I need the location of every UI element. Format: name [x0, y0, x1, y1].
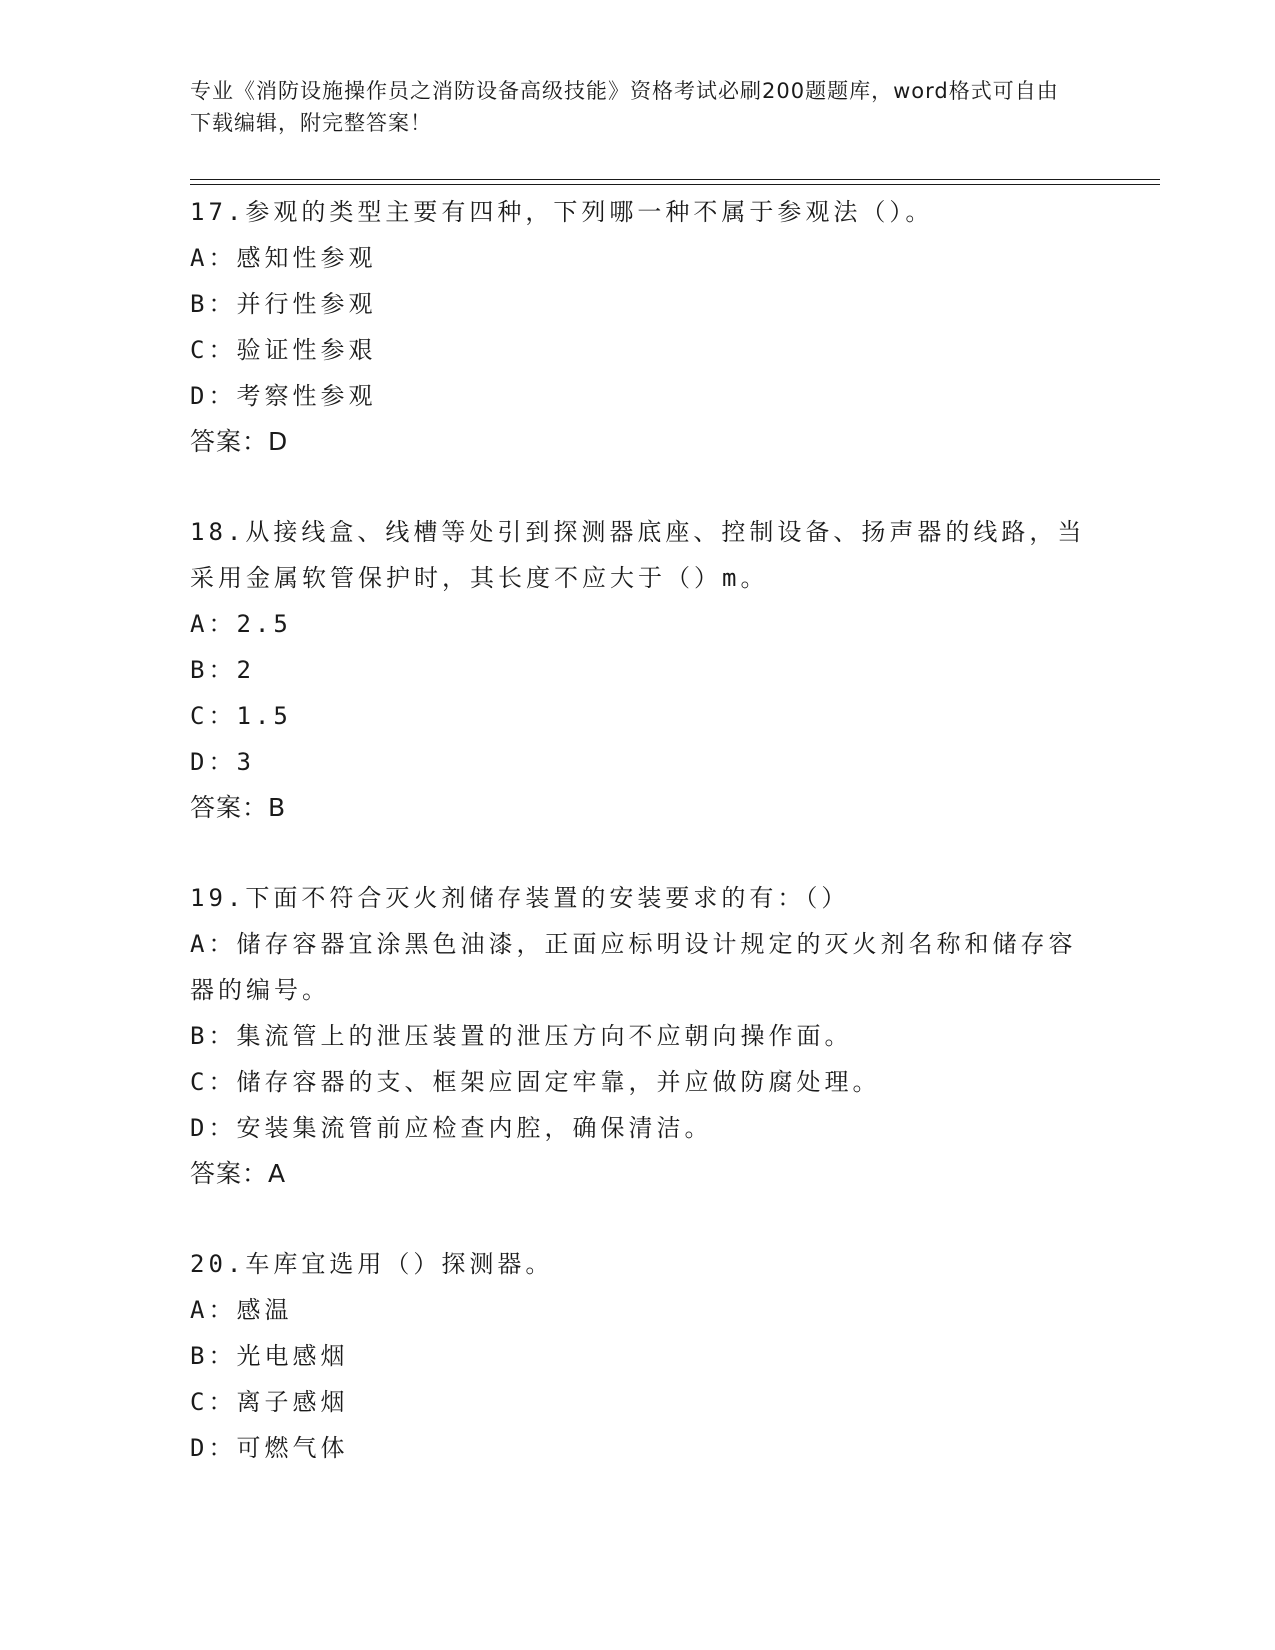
option-d: D：安装集流管前应检查内腔，确保清洁。: [190, 1114, 713, 1142]
question-18: [190, 509, 1090, 831]
answer-text: 答案：D: [190, 427, 289, 456]
question-17: [190, 189, 1090, 465]
option-c: C：储存容器的支、框架应固定牢靠，并应做防腐处理。: [190, 1068, 881, 1096]
option-a: A：储存容器宜涂黑色油漆，正面应标明设计规定的灭火剂名称和储存容器的编号。: [190, 930, 1077, 1004]
question-list: [190, 189, 1090, 1471]
question-stem: 20.车库宜选用（）探测器。: [190, 1250, 554, 1278]
question-20: [190, 1241, 1090, 1471]
option-d: D：3: [190, 748, 255, 776]
option-d: D：考察性参观: [190, 382, 377, 410]
option-b: B：2: [190, 656, 255, 684]
header-divider-bottom: [190, 184, 1160, 185]
header-divider-top: [190, 179, 1160, 180]
option-b: B：光电感烟: [190, 1342, 349, 1370]
answer-text: 答案：B: [190, 793, 287, 822]
question-stem: 18.从接线盒、线槽等处引到探测器底座、控制设备、扬声器的线路，当采用金属软管保护时，其长度不应大于（）m。: [190, 518, 1086, 592]
question-stem: 17.参观的类型主要有四种，下列哪一种不属于参观法（）。: [190, 198, 934, 226]
answer-text: 答案：A: [190, 1159, 287, 1188]
option-c: C：验证性参艰: [190, 336, 377, 364]
option-c: C：1.5: [190, 702, 292, 730]
option-b: B：集流管上的泄压装置的泄压方向不应朝向操作面。: [190, 1022, 853, 1050]
option-d: D：可燃气体: [190, 1434, 349, 1462]
question-19: [190, 875, 1090, 1197]
option-b: B：并行性参观: [190, 290, 377, 318]
document-header: 专业《消防设施操作员之消防设备高级技能》资格考试必刷200题题库，word格式可自由下载编辑，附完整答案！: [190, 79, 1059, 135]
option-a: A：感知性参观: [190, 244, 377, 272]
option-a: A：感温: [190, 1296, 293, 1324]
option-c: C：离子感烟: [190, 1388, 349, 1416]
option-a: A：2.5: [190, 610, 292, 638]
question-stem: 19.下面不符合灭火剂储存装置的安装要求的有：（）: [190, 884, 850, 912]
